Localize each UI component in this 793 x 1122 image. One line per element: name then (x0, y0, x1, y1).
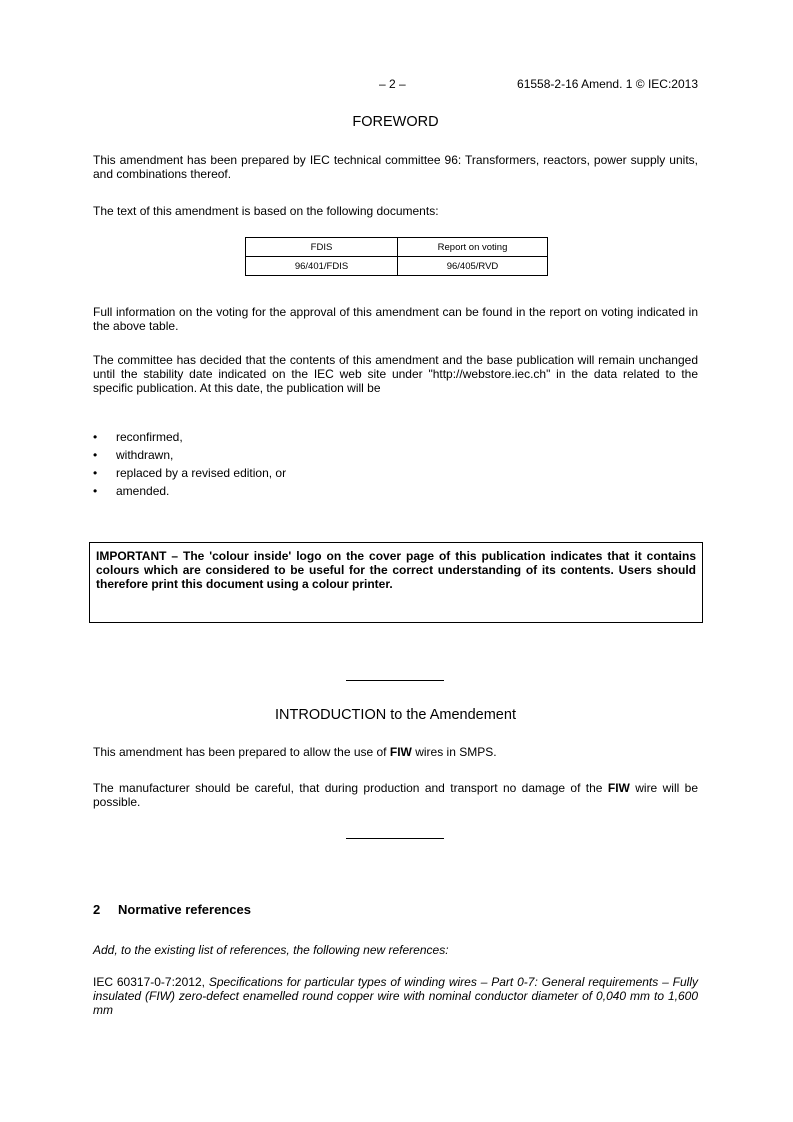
table-cell: 96/405/RVD (398, 257, 548, 276)
table-header-cell: Report on voting (398, 238, 548, 257)
page-header (93, 77, 698, 93)
important-notice-text: IMPORTANT – The 'colour inside' logo on the cover page of this publication indicates that it contains colours which are considered to be useful for the correct understanding of its contents. Users should therefore print this document using a colour printer. (96, 549, 696, 591)
section-instruction: Add, to the existing list of references, the following new references: (93, 943, 449, 957)
foreword-paragraph-documents: The text of this amendment is based on the following documents: (93, 204, 439, 218)
foreword-paragraph-committee: This amendment has been prepared by IEC technical committee 96: Transformers, reactors, power supply units, and combinations thereof. (93, 153, 698, 181)
voting-documents-table (245, 237, 548, 276)
bullet-icon: • (93, 430, 98, 444)
document-reference: 61558-2-16 Amend. 1 © IEC:2013 (517, 77, 698, 91)
publication-status-list (93, 430, 698, 502)
list-item: • reconfirmed, (93, 430, 183, 444)
page-number: – 2 – (379, 77, 406, 91)
section-heading-normative-references (93, 902, 698, 917)
normative-reference-entry: IEC 60317-0-7:2012, Specifications for particular types of winding wires – Part 0-7: General requirements – Fully insulated (FIW) zero-defect enamelled round copper wire with nominal conductor diameter of 0,040 mm to 1,600 mm (93, 975, 699, 1017)
section-title: Normative references (118, 902, 251, 917)
bullet-icon: • (93, 466, 98, 480)
bullet-icon: • (93, 484, 98, 498)
list-item: • withdrawn, (93, 448, 174, 462)
table-cell: 96/401/FDIS (246, 257, 398, 276)
introduction-paragraph-purpose: This amendment has been prepared to allow the use of FIW wires in SMPS. (93, 745, 497, 759)
table-header-cell: FDIS (246, 238, 398, 257)
foreword-title: FOREWORD (352, 114, 439, 130)
section-divider (346, 680, 444, 681)
list-item: • amended. (93, 484, 170, 498)
introduction-paragraph-caution: The manufacturer should be careful, that during production and transport no damage of the FIW wire will be possible. (93, 781, 698, 809)
foreword-paragraph-voting-info: Full information on the voting for the approval of this amendment can be found in the report on voting indicated in the above table. (93, 305, 698, 333)
introduction-title: INTRODUCTION to the Amendement (275, 707, 516, 723)
section-number: 2 (93, 902, 101, 917)
list-item: • replaced by a revised edition, or (93, 466, 287, 480)
foreword-paragraph-stability: The committee has decided that the contents of this amendment and the base publication will remain unchanged until the stability date indicated on the IEC web site under "http://webstore.iec.ch" in the data related to the specific publication. At this date, the publication will be (93, 353, 698, 395)
section-divider (346, 838, 444, 839)
important-notice-box (89, 542, 703, 623)
table-header-row (246, 238, 548, 257)
bullet-icon: • (93, 448, 98, 462)
table-row (246, 257, 548, 276)
voting-documents-table-wrapper (93, 237, 698, 276)
